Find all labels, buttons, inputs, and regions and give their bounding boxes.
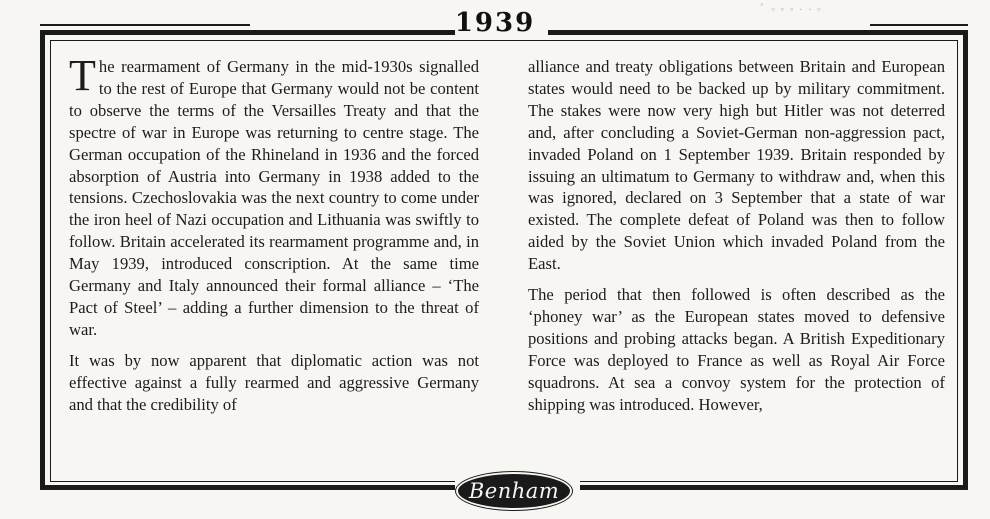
left-paragraph-1 (69, 51, 479, 341)
benham-logo (458, 474, 570, 508)
frame-top-right (548, 30, 968, 35)
left-text-column (69, 51, 479, 425)
top-left-rule (40, 24, 250, 26)
right-paragraph-1: alliance and treaty obligations between Britain and European states would need to be backed up by military commitment. The stakes were now very high but Hitler was not deterred and, after concluding a Soviet-German non-aggression pact, invaded Poland on 1 September 1939. Britain responded by issuing an ultimatum to Germany to withdraw and, when this was ignored, declared on 3 September that a state of war existed. The complete defeat of Poland was then to follow aided by the Soviet Union which invaded Poland from the East. (528, 57, 945, 274)
drop-cap: T (69, 51, 96, 100)
frame-top-left (40, 30, 455, 35)
right-text-column (528, 56, 945, 425)
left-paragraph-2: It was by now apparent that diplomatic action was not effective against a fully rearmed and aggressive Germany and that the credibility of (69, 350, 479, 414)
top-right-rule (870, 24, 968, 26)
faint-stamp-mark: ﾟ ◦ ◦ ◦ · · ◦ (760, 2, 823, 16)
page-title: 1939 (454, 8, 536, 38)
left-paragraph-1-text: he rearmament of Germany in the mid-1930s signalled to the rest of Europe that Germany would not be content to observe the terms of the Versailles Treaty and that the spectre of war in Europe was returning to centre stage. The German occupation of the Rhineland in 1936 and the forced absorption of Austria into Germany in 1938 added to the tensions. Czechoslovakia was the next country to come under the iron heel of Nazi occupation and Lithuania was swiftly to follow. Britain accelerated its rearmament programme and, in May 1939, introduced conscription. At the same time Germany and Italy announced their formal alliance – ‘The Pact of Steel’ – adding a further dimension to the threat of war. (69, 57, 479, 339)
right-paragraph-2: The period that then followed is often described as the ‘phoney war’ as the European states moved to defensive positions and probing attacks began. A British Expeditionary Force was deployed to France as well as Royal Air Force squadrons. At sea a convoy system for the protection of shipping was introduced. However, (528, 285, 945, 414)
logo-text: Benham (468, 479, 560, 503)
